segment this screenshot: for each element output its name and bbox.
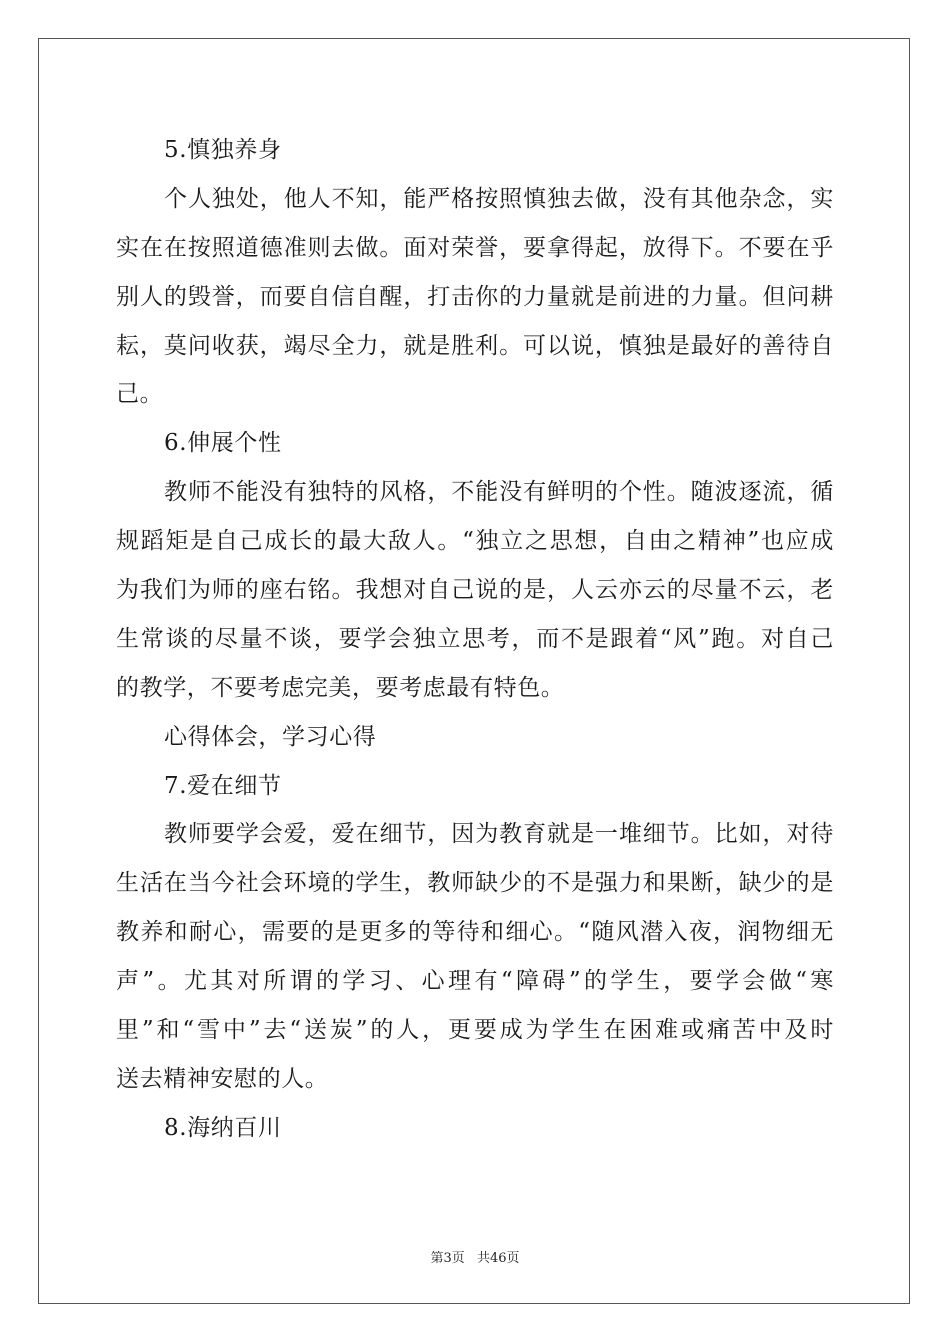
document-body [116, 126, 834, 1153]
heading-line: 8.海纳百川 [164, 1114, 282, 1141]
paragraph-line: 送去精神安慰的人。 [116, 1065, 329, 1092]
paragraph-line: 规蹈矩是自己成长的最大敌人。“独立之思想，自由之精神”也应成 [116, 528, 834, 555]
paragraph-line: 个人独处，他人不知，能严格按照慎独去做，没有其他杂念，实 [164, 185, 834, 212]
paragraph-line: 教师不能没有独特的风格，不能没有鲜明的个性。随波逐流，循 [164, 479, 834, 506]
paragraph-line: 实在在按照道德准则去做。面对荣誉，要拿得起，放得下。不要在乎 [116, 234, 834, 261]
paragraph-line: 生活在当今社会环境的学生，教师缺少的不是强力和果断，缺少的是 [116, 870, 834, 897]
section-heading [116, 762, 834, 811]
paragraph-line: 为我们为师的座右铭。我想对自己说的是，人云亦云的尽量不云，老 [116, 577, 834, 604]
section-heading [116, 713, 834, 762]
paragraph-line: 里”和“雪中”去“送炭”的人，更要成为学生在困难或痛苦中及时 [116, 1017, 834, 1044]
paragraph-line: 己。 [116, 381, 164, 408]
paragraph [116, 468, 834, 712]
section-heading [116, 419, 834, 468]
paragraph-line: 教养和耐心，需要的是更多的等待和细心。“随风潜入夜，润物细无 [116, 919, 834, 946]
page-footer [0, 1247, 950, 1266]
section-heading [116, 126, 834, 175]
paragraph-line: 别人的毁誉，而要自信自醒，打击你的力量就是前进的力量。但问耕 [116, 283, 834, 310]
page-number: 第3页 [430, 1251, 465, 1266]
paragraph [116, 175, 834, 419]
paragraph-line: 的教学，不要考虑完美，要考虑最有特色。 [116, 674, 565, 701]
paragraph-line: 声”。尤其对所谓的学习、心理有“障碍”的学生，要学会做“寒 [116, 968, 834, 995]
page-total: 共46页 [476, 1251, 520, 1266]
heading-line: 5.慎独养身 [164, 137, 282, 163]
heading-line: 7.爱在细节 [164, 772, 282, 799]
section-heading [116, 1104, 834, 1153]
paragraph [116, 810, 834, 1103]
heading-line: 心得体会，学习心得 [164, 723, 377, 750]
paragraph-line: 耘，莫问收获，竭尽全力，就是胜利。可以说，慎独是最好的善待自 [116, 332, 834, 359]
paragraph-line: 生常谈的尽量不谈，要学会独立思考，而不是跟着“风”跑。对自己 [116, 625, 834, 652]
heading-line: 6.伸展个性 [164, 430, 282, 457]
paragraph-line: 教师要学会爱，爱在细节，因为教育就是一堆细节。比如，对待 [164, 821, 834, 848]
